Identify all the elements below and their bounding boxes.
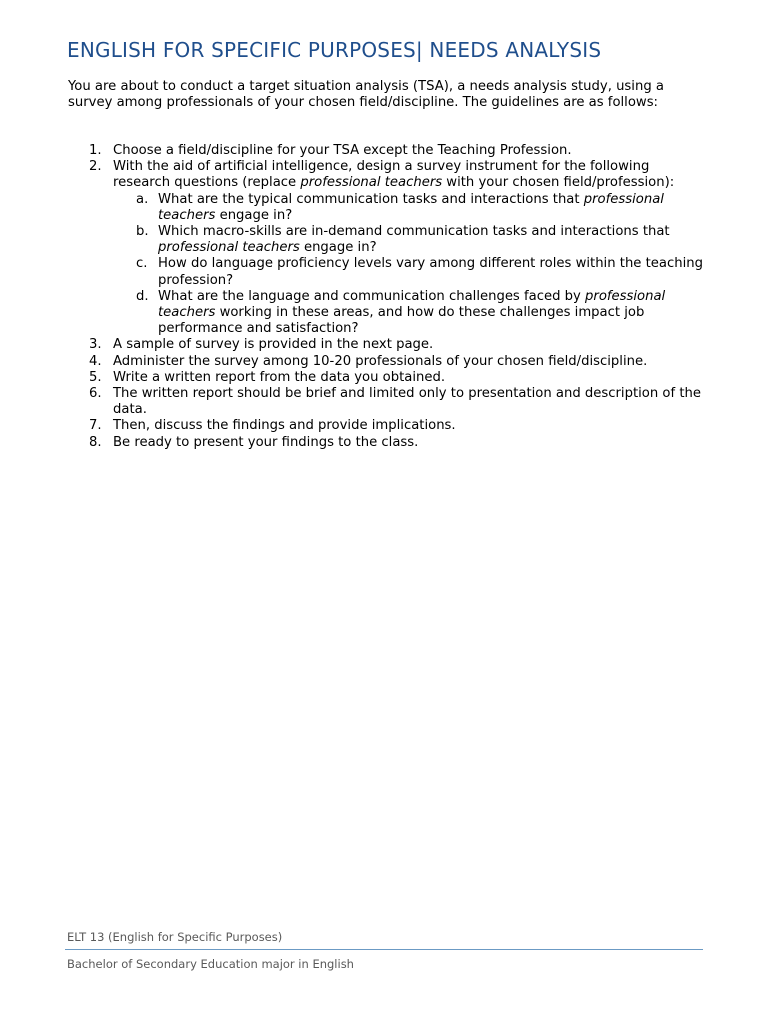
sub-list-text: What are the language and communication challenges faced by xyxy=(158,288,586,304)
sub-list-text: engage in? xyxy=(299,240,377,256)
list-item-text: Choose a field/discipline for your TSA except the Teaching Profession. xyxy=(113,143,572,158)
list-item xyxy=(0,159,703,337)
sub-list-item xyxy=(0,192,703,224)
list-number: 2. xyxy=(89,159,102,175)
emphasis-text: professional teachers xyxy=(158,288,666,321)
list-item-text: Then, discuss the findings and provide implications. xyxy=(113,418,456,434)
list-number: 3. xyxy=(89,337,102,353)
sub-list-text: engage in? xyxy=(215,207,293,223)
list-item xyxy=(0,435,703,451)
list-number: 4. xyxy=(89,353,102,369)
sub-list-text: How do language proficiency levels vary among different roles within the teaching profession? xyxy=(158,256,703,288)
footer-course: ELT 13 (English for Specific Purposes) xyxy=(67,930,283,944)
sub-list-letter: d. xyxy=(136,288,149,304)
list-number: 8. xyxy=(89,434,102,450)
footer-divider xyxy=(65,949,703,950)
sub-list-item xyxy=(0,256,703,288)
list-number: 7. xyxy=(89,418,102,434)
list-number: 1. xyxy=(89,143,102,158)
sub-list-text: What are the typical communication tasks and interactions that xyxy=(158,191,584,207)
list-item xyxy=(0,337,703,353)
sub-list-text: Which macro-skills are in-demand communication tasks and interactions that xyxy=(158,224,670,240)
list-item-text: With the aid of artificial intelligence, design a survey instrument for the following research questions (replace xyxy=(113,159,650,191)
list-item-text: Write a written report from the data you obtained. xyxy=(113,369,446,385)
list-item xyxy=(0,354,703,370)
sub-list-item xyxy=(0,289,703,338)
sub-list-letter: c. xyxy=(136,256,148,272)
list-item-text: A sample of survey is provided in the next page. xyxy=(113,337,434,353)
list-item xyxy=(0,370,703,386)
footer-program: Bachelor of Secondary Education major in English xyxy=(67,957,354,971)
page-title: ENGLISH FOR SPECIFIC PURPOSES| NEEDS ANALYSIS xyxy=(67,38,602,62)
list-item-text: with your chosen field/profession): xyxy=(442,175,675,191)
list-item xyxy=(0,143,703,159)
list-item-text: The written report should be brief and limited only to presentation and description of the data. xyxy=(113,386,701,418)
research-questions-list xyxy=(113,192,703,338)
list-item xyxy=(0,418,703,434)
guidelines-list xyxy=(0,143,768,451)
list-item-text: Be ready to present your findings to the class. xyxy=(113,434,419,450)
list-item xyxy=(0,386,703,418)
sub-list-text: working in these areas, and how do these challenges impact job performance and satisfaction? xyxy=(158,305,645,337)
sub-list-letter: b. xyxy=(136,224,149,240)
emphasis-text: professional teachers xyxy=(158,191,664,223)
list-item-text: Administer the survey among 10-20 professionals of your chosen field/discipline. xyxy=(113,353,648,369)
intro-paragraph: You are about to conduct a target situation analysis (TSA), a needs analysis study, using a survey among professionals of your chosen field/discipline. The guidelines are as follows: xyxy=(68,79,664,110)
list-number: 5. xyxy=(89,369,102,385)
sub-list-letter: a. xyxy=(136,191,149,207)
emphasis-text: professional teachers xyxy=(158,240,300,256)
list-number: 6. xyxy=(89,386,102,402)
sub-list-item xyxy=(0,224,703,256)
emphasis-text: professional teachers xyxy=(300,175,443,191)
